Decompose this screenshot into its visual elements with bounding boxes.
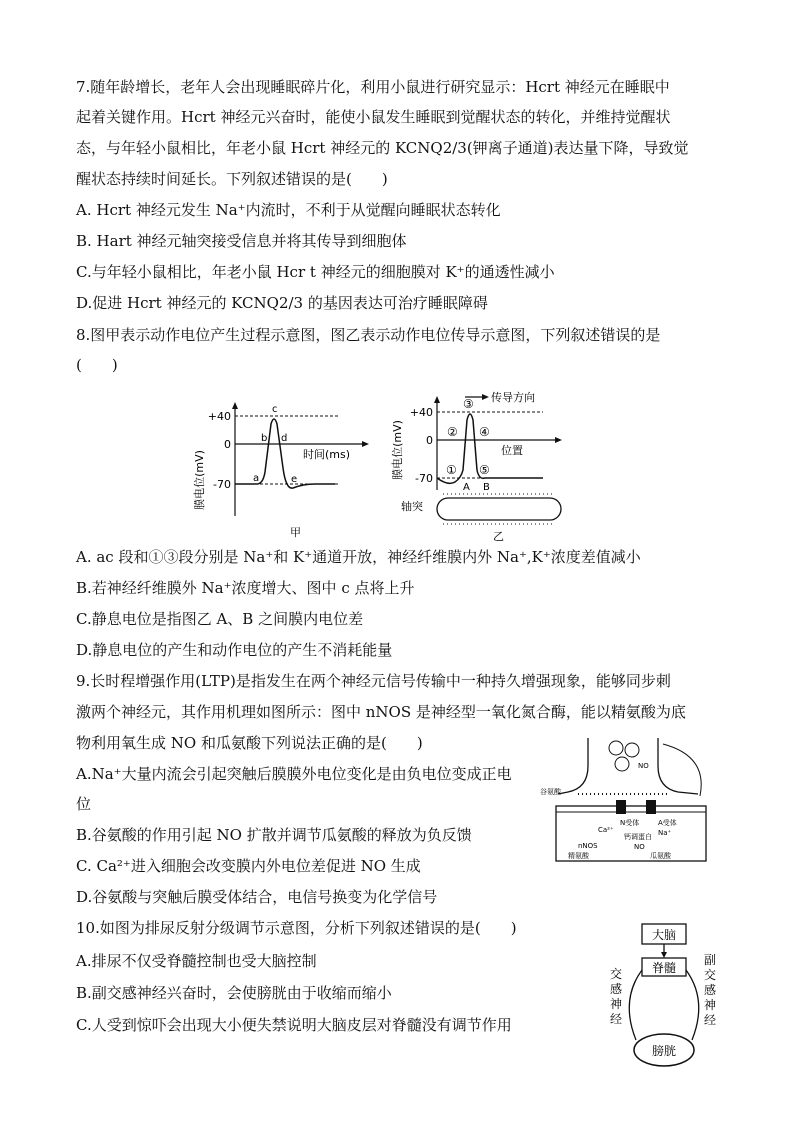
parasympathetic-char-4: 神: [704, 998, 717, 1012]
figure-jia-action-potential: [195, 398, 370, 543]
sodium-label: Na⁺: [658, 829, 672, 837]
yi-direction-label: 传导方向: [491, 391, 535, 404]
yi-direction-arrowhead: [482, 394, 489, 400]
q8-option-c: C.静息电位是指图乙 A、B 之间膜内电位差: [76, 610, 364, 628]
figure-micturition-reflex: [606, 920, 720, 1070]
q7-option-d: D.促进 Hcrt 神经元的 KCNQ2/3 的基因表达可治疗睡眠障碍: [76, 294, 488, 312]
n-receptor: [616, 800, 626, 814]
a-receptor-label: A受体: [658, 819, 677, 827]
yi-xlabel: 位置: [501, 444, 523, 457]
q10-option-c: C.人受到惊吓会出现大小便失禁说明大脑皮层对脊髓没有调节作用: [76, 1016, 512, 1034]
q8-option-d: D.静息电位的产生和动作电位的产生不消耗能量: [76, 641, 393, 659]
yi-tick-minus70: -70: [415, 472, 433, 485]
yi-ylabel: 膜电位(mV): [391, 420, 404, 480]
yi-point-B: B: [483, 482, 490, 493]
jia-xlabel: 时间(ms): [303, 448, 351, 461]
a-receptor: [646, 800, 656, 814]
q10-option-b: B.副交感神经兴奋时，会使膀胱由于收缩而缩小: [76, 984, 392, 1002]
q9-option-a-line-2: 位: [76, 795, 92, 813]
jia-caption: 甲: [290, 526, 301, 539]
parasympathetic-char-5: 经: [704, 1013, 717, 1027]
nnos-label: nNOS: [578, 842, 598, 850]
jia-tick-zero: 0: [224, 438, 231, 451]
q7-option-b: B. Hart 神经元轴突接受信息并将其传导到细胞体: [76, 232, 407, 250]
no-label: NO: [634, 843, 645, 851]
spinal-label: 脊髓: [651, 961, 677, 975]
yi-label-5: ⑤: [479, 463, 490, 477]
calmodulin-label: 钙调蛋白: [624, 833, 652, 841]
jia-point-c: c: [272, 404, 278, 415]
parasympathetic-char-2: 交: [704, 968, 717, 982]
q7-stem-line-3: 态，与年轻小鼠相比，年老小鼠 Hcrt 神经元的 KCNQ2/3(钾离子通道)表达量下降，导致觉: [76, 139, 689, 157]
vesicle-2: [625, 743, 639, 757]
yi-label-1: ①: [446, 463, 457, 477]
yi-x-arrow: [555, 437, 562, 443]
jia-y-arrow: [232, 402, 238, 409]
sympathetic-char-2: 感: [610, 982, 623, 996]
parasympathetic-char-1: 副: [704, 953, 717, 967]
yi-label-4: ④: [479, 425, 490, 439]
n-receptor-label: N受体: [620, 819, 640, 827]
q8-stem-line-1: 8.图甲表示动作电位产生过程示意图，图乙表示动作电位传导示意图，下列叙述错误的是: [76, 326, 661, 344]
sympathetic-char-3: 神: [610, 997, 623, 1011]
yi-label-2: ②: [447, 425, 458, 439]
q9-option-d: D.谷氨酸与突触后膜受体结合，电信号换变为化学信号: [76, 888, 438, 906]
yi-axon-shape: [437, 498, 561, 520]
q7-stem-line-1: 7.随年龄增长，老年人会出现睡眠碎片化，利用小鼠进行研究显示：Hcrt 神经元在睡眠中: [76, 78, 670, 96]
vesicle-3: [615, 757, 629, 771]
sympathetic-char-1: 交: [610, 967, 623, 981]
q10-option-a: A.排尿不仅受脊髓控制也受大脑控制: [76, 952, 317, 970]
q7-option-a: A. Hcrt 神经元发生 Na⁺内流时，不利于从觉醒向睡眠状态转化: [76, 201, 501, 219]
presynaptic-no-label: NO: [638, 762, 649, 770]
yi-label-3: ③: [463, 397, 474, 411]
q7-option-c: C.与年轻小鼠相比，年老小鼠 Hcr t 神经元的细胞膜对 K⁺的通透性减小: [76, 263, 555, 281]
jia-point-d: d: [281, 433, 288, 444]
arginine-label: 精氨酸: [568, 852, 589, 860]
yi-point-A: A: [463, 482, 470, 493]
jia-x-arrow: [362, 441, 369, 447]
bladder-label: 膀胱: [651, 1044, 677, 1058]
jia-tick-plus40: +40: [207, 410, 231, 423]
q9-option-b: B.谷氨酸的作用引起 NO 扩散并调节瓜氨酸的释放为负反馈: [76, 826, 472, 844]
q8-option-a: A. ac 段和①③段分别是 Na⁺和 K⁺通道开放，神经纤维膜内外 Na⁺,K⁺浓度差值减小: [76, 548, 641, 566]
q8-option-b: B.若神经纤维膜外 Na⁺浓度增大、图中 c 点将上升: [76, 579, 415, 597]
yi-caption: 乙: [493, 530, 504, 543]
parasympathetic-char-3: 感: [704, 983, 717, 997]
yi-axon-label: 轴突: [401, 500, 423, 513]
jia-point-b: b: [261, 433, 268, 444]
yi-tick-zero: 0: [426, 434, 433, 447]
sympathetic-char-4: 经: [610, 1012, 623, 1026]
q9-stem-line-1: 9.长时程增强作用(LTP)是指发生在两个神经元信号传输中一种持久增强现象，能够同步刺: [76, 672, 671, 690]
sympathetic-nerve: [629, 970, 642, 1040]
q10-stem: 10.如图为排尿反射分级调节示意图，分析下列叙述错误的是( ): [76, 919, 517, 937]
figure-yi-conduction: [393, 390, 583, 545]
glutamate-label: 谷氨酸: [540, 788, 561, 796]
vesicle-1: [609, 741, 623, 755]
brain-label: 大脑: [651, 928, 677, 942]
jia-ylabel: 膜电位(mV): [193, 450, 206, 510]
q8-stem-line-2: ( ): [76, 356, 118, 374]
q9-stem-line-3: 物利用氧生成 NO 和瓜氨酸下列说法正确的是( ): [76, 734, 423, 752]
jia-tick-minus70: -70: [213, 478, 231, 491]
jia-point-a: a: [253, 473, 260, 484]
q7-stem-line-4: 醒状态持续时间延长。下列叙述错误的是( ): [76, 170, 388, 188]
q9-option-a-line-1: A.Na⁺大量内流会引起突触后膜膜外电位变化是由负电位变成正电: [76, 765, 512, 783]
calcium-label: Ca²⁺: [598, 826, 614, 834]
figure-synapse-ltp: [538, 736, 716, 864]
q9-stem-line-2: 激两个神经元，其作用机理如图所示：图中 nNOS 是神经型一氧化氮合酶，能以精氨酸为底: [76, 703, 686, 721]
q7-stem-line-2: 起着关键作用。Hcrt 神经元兴奋时，能使小鼠发生睡眠到觉醒状态的转化，并维持觉醒状: [76, 108, 671, 126]
parasympathetic-nerve: [686, 970, 699, 1040]
yi-y-arrow: [434, 396, 440, 403]
q9-option-c: C. Ca²⁺进入细胞会改变膜内外电位差促进 NO 生成: [76, 857, 421, 875]
yi-tick-plus40: +40: [409, 406, 433, 419]
brain-spinal-arrow: [661, 952, 667, 958]
presynaptic-terminal: [558, 738, 698, 794]
jia-point-e: e: [291, 474, 298, 485]
citrulline-label: 瓜氨酸: [650, 852, 671, 860]
